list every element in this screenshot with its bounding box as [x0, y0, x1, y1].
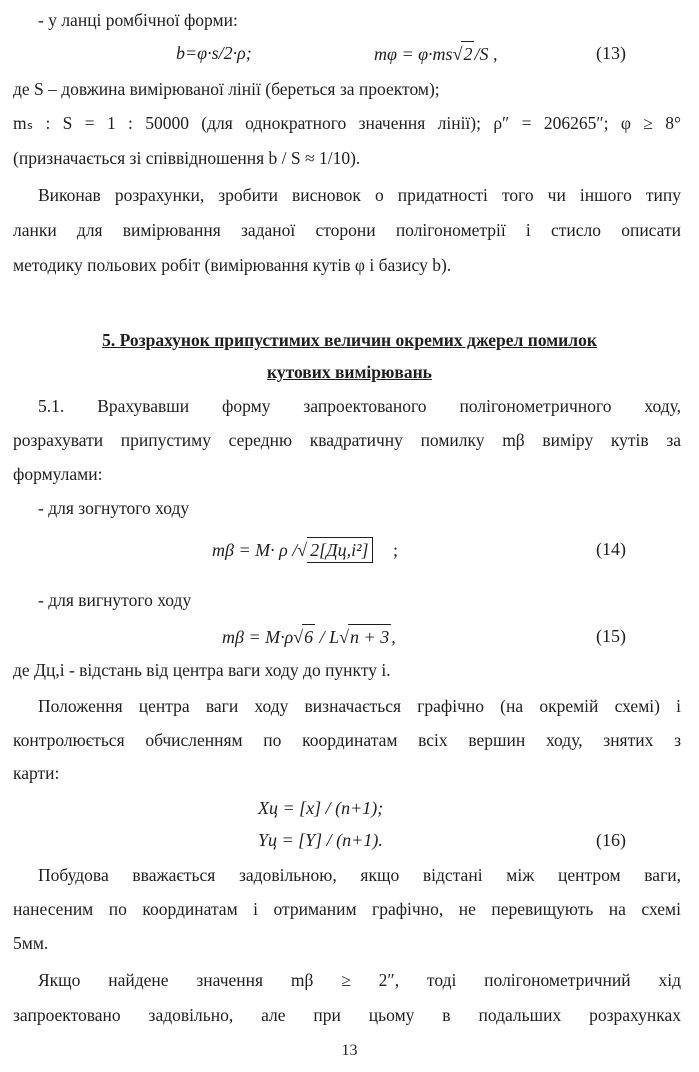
equation-number-16: (16) [596, 830, 626, 850]
section-heading: 5. Розрахунок припустимих величин окремих джерел помилок [102, 330, 597, 350]
formula-13-left: b=φ·s/2·ρ; [176, 43, 252, 63]
text-line: mₛ : S = 1 : 50000 (для однократного значення лінії); ρ″ = 206265″; φ ≥ 8° [13, 113, 681, 133]
text-line: (призначається зі співвідношення b / S ≈ 1/10). [13, 148, 361, 168]
formula-16-x: Xц = [x] / (n+1); [258, 798, 384, 818]
text-line: розрахувати припустиму середню квадратичну помилку mβ виміру кутів за [13, 430, 681, 450]
formula-14: mβ = M· ρ /√ 2[Дц,і²] ; [212, 537, 398, 563]
text-line: запроектовано задовільно, але при цьому в подальших розрахунках [13, 1005, 681, 1025]
text-line: Положення центра ваги ходу визначається графічно (на окремій схемі) і [38, 696, 681, 716]
text-line: - для вигнутого ходу [38, 590, 192, 610]
text-line: - у ланці ромбічної форми: [38, 10, 238, 30]
equation-number-15: (15) [596, 626, 626, 646]
text-line: методику польових робіт (вимірювання кутів φ і базису b). [13, 255, 452, 275]
text-line: - для зогнутого ходу [38, 498, 190, 518]
section-heading: кутових вимірювань [267, 362, 432, 382]
text-line: де S – довжина вимірюваної лінії (береться за проектом); [13, 79, 440, 99]
formula-16-y: Yц = [Y] / (n+1). [258, 830, 383, 850]
text-line: формулами: [13, 464, 103, 484]
text-line: Якщо найдене значення mβ ≥ 2″, тоді полігонометричний хід [38, 970, 681, 990]
text-line: Виконав розрахунки, зробити висновок о придатності того чи іншого типу [38, 185, 681, 205]
equation-number-14: (14) [596, 539, 626, 559]
equation-number-13: (13) [596, 43, 626, 63]
text-line: 5мм. [13, 933, 49, 953]
text-line: нанесеним по координатам і отриманим графічно, не перевищують на схемі [13, 899, 681, 919]
text-line: де Дц,і - відстань від центра ваги ходу до пункту і. [13, 660, 391, 680]
text-line: контролюється обчисленням по координатам всіх вершин ходу, знятих з [13, 730, 681, 750]
formula-15: mβ = M·ρ√6 / L√n + 3 , [222, 624, 396, 649]
text-line: Побудова вважається задовільною, якщо відстані між центром ваги, [38, 865, 681, 885]
page-number: 13 [341, 1042, 358, 1059]
formula-13-right: mφ = φ·ms√2 /S , [374, 41, 497, 66]
text-line: карти: [13, 763, 60, 783]
text-line: 5.1. Врахувавши форму запроектованого полігонометричного ходу, [38, 396, 681, 416]
text-line: ланки для вимірювання заданої сторони полігонометрії і стисло описати [13, 220, 681, 240]
